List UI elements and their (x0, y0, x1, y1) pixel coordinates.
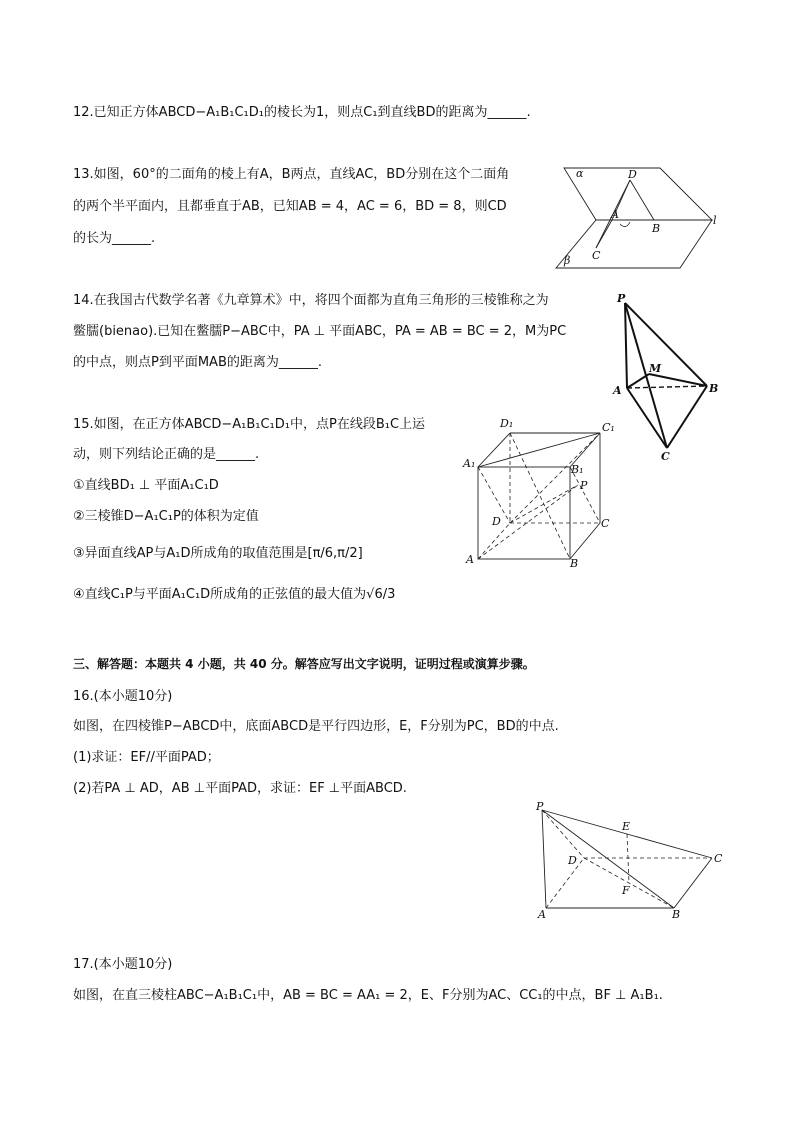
q15-label-d1: D₁ (500, 417, 514, 430)
q16-line-1: 如图，在四棱锥P−ABCD中，底面ABCD是平行四边形，E，F分别为PC，BD的中点. (73, 719, 559, 734)
q13-line-1: 13.如图，60°的二面角的棱上有A，B两点，直线AC，BD分别在这个二面角 (73, 167, 510, 182)
q15-option-3: ③异面直线AP与A₁D所成角的取值范围是[π/6,π/2] (73, 546, 363, 561)
q13-label-alpha: α (576, 167, 584, 180)
q14-pyramid-figure (605, 288, 735, 468)
q13-label-l: l (713, 214, 717, 227)
q12-text: 12.已知正方体ABCD−A₁B₁C₁D₁的棱长为1，则点C₁到直线BD的距离为______. (73, 105, 531, 120)
q15-label-c: C (601, 517, 610, 530)
q13-label-a: A (611, 208, 619, 221)
q15-label-d: D (492, 515, 501, 528)
q17-line-1: 如图，在直三棱柱ABC−A₁B₁C₁中，AB = BC = AA₁ = 2，E、F分别为AC、CC₁的中点，BF ⊥ A₁B₁. (73, 988, 663, 1003)
q15-label-a1: A₁ (463, 457, 476, 470)
q15-label-b1: B₁ (571, 463, 584, 476)
q16-label-d: D (568, 854, 577, 867)
q16-label-f: F (622, 884, 630, 897)
q16-label-a: A (538, 908, 546, 921)
q15-label-c1: C₁ (602, 421, 615, 434)
q15-label-b: B (570, 557, 579, 570)
q14-line-3: 的中点，则点P到平面MAB的距离为______. (73, 355, 322, 370)
q15-line-1: 15.如图，在正方体ABCD−A₁B₁C₁D₁中，点P在线段B₁C上运 (73, 417, 426, 432)
q16-line-3: (2)若PA ⊥ AD，AB ⊥平面PAD，求证：EF ⊥平面ABCD. (73, 781, 407, 796)
q15-cube-figure (460, 415, 620, 570)
q15-label-p: P (580, 479, 588, 492)
q14-label-m: M (649, 362, 662, 375)
q16-line-2: (1)求证：EF//平面PAD； (73, 750, 220, 765)
q13-line-2: 的两个半平面内，且都垂直于AB，已知AB = 4，AC = 6，BD = 8，则CD (73, 199, 507, 214)
q15-option-1: ①直线BD₁ ⊥ 平面A₁C₁D (73, 478, 219, 493)
section-3-title: 三、解答题：本题共 4 小题，共 40 分。解答应写出文字说明，证明过程或演算步骤。 (73, 657, 535, 671)
q14-label-p: P (617, 292, 626, 305)
q16-label-p: P (536, 800, 544, 813)
q17-header: 17.(本小题10分) (73, 957, 173, 972)
q13-label-d: D (628, 168, 637, 181)
q13-line-3: 的长为______. (73, 231, 156, 246)
q16-label-e: E (622, 820, 631, 833)
q16-pyramid-figure (530, 798, 730, 923)
q14-label-c: C (661, 450, 670, 463)
q14-label-b: B (709, 382, 719, 395)
q13-label-c: C (592, 249, 601, 262)
q13-label-beta: β (564, 254, 571, 267)
q13-label-b: B (652, 222, 661, 235)
q16-label-c: C (714, 852, 723, 865)
q14-label-a: A (613, 384, 622, 397)
q16-label-b: B (672, 908, 681, 921)
q14-line-2: 鳖臑(bienao).已知在鳖臑P−ABC中，PA ⊥ 平面ABC，PA = AB = BC = 2，M为PC (73, 324, 567, 339)
q14-line-1: 14.在我国古代数学名著《九章算术》中，将四个面都为直角三角形的三棱锥称之为 (73, 293, 549, 308)
q16-header: 16.(本小题10分) (73, 689, 173, 704)
q15-label-a: A (466, 553, 474, 566)
q15-option-4: ④直线C₁P与平面A₁C₁D所成角的正弦值的最大值为√6/3 (73, 587, 396, 602)
q15-line-2: 动，则下列结论正确的是______. (73, 447, 260, 462)
q15-option-2: ②三棱锥D−A₁C₁P的体积为定值 (73, 509, 259, 524)
q13-dihedral-figure (550, 160, 730, 275)
